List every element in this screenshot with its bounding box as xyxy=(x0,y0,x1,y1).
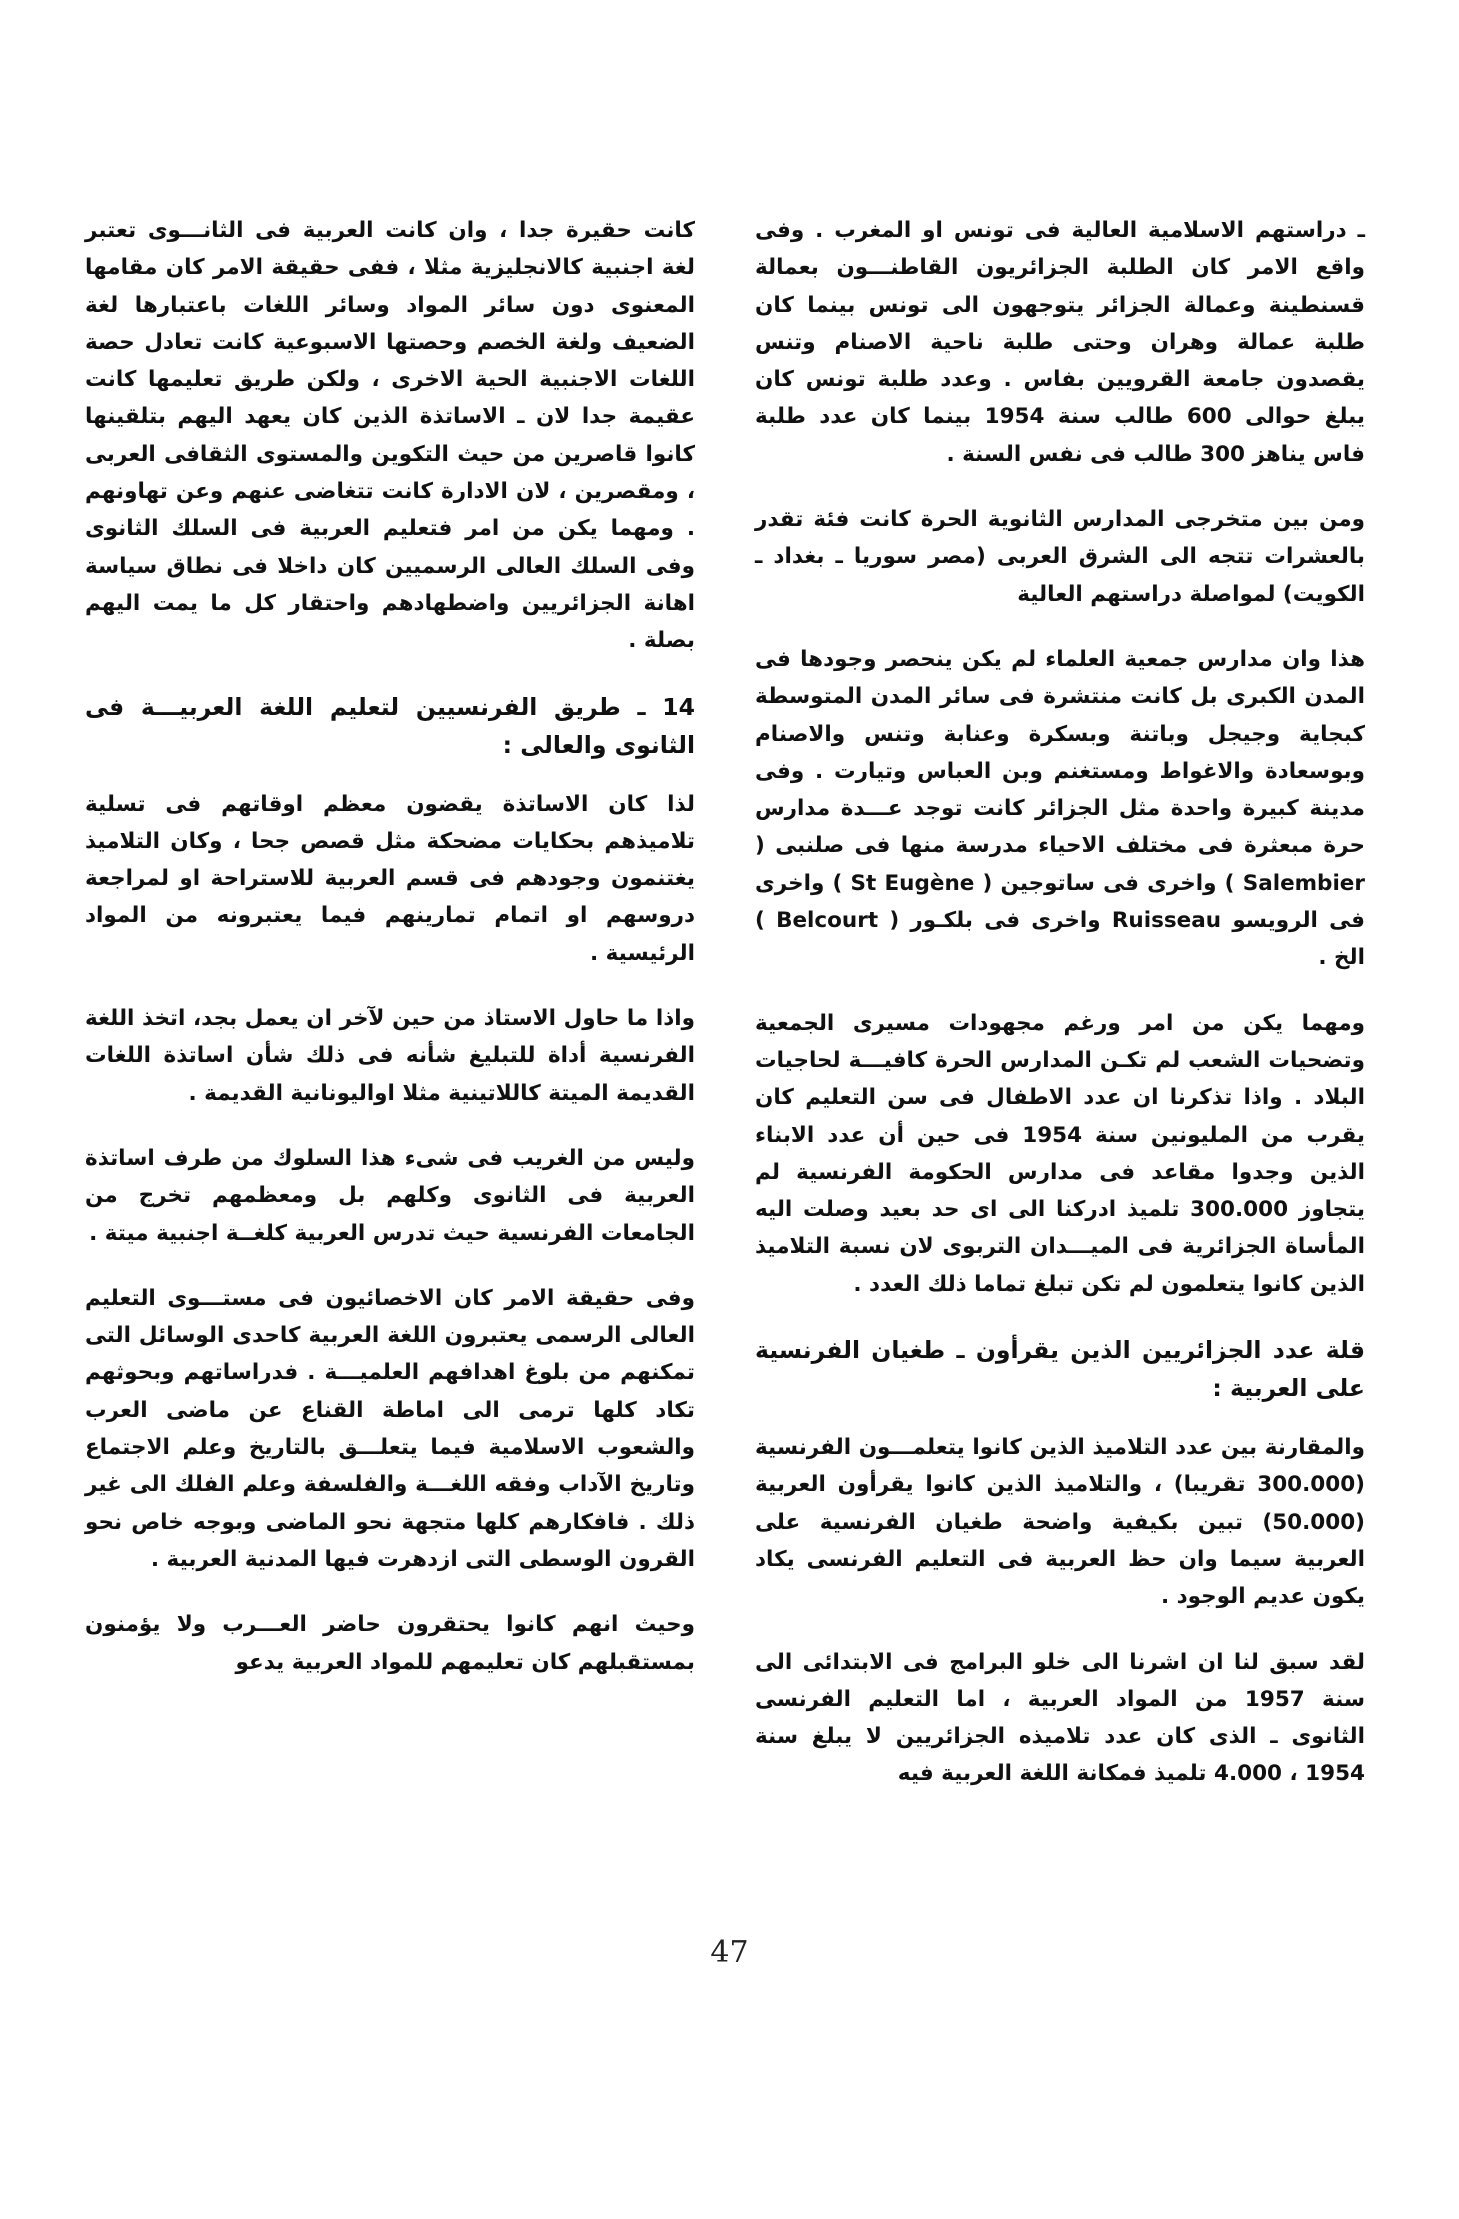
section-heading: 14 ـ طريق الفرنسيين لتعليم اللغة العربيـــة فى الثانوى والعالى : xyxy=(85,692,695,759)
right-column xyxy=(755,212,1365,1815)
paragraph: وليس من الغريب فى شىء هذا السلوك من طرف اساتذة العربية فى الثانوى وكلهم بل ومعظمهم تخرج من الجامعات الفرنسية حيث تدرس العربية كلغــة اجنبية ميتة . xyxy=(85,1145,695,1246)
paragraph: وفى حقيقة الامر كان الاخصائيون فى مستـــوى التعليم العالى الرسمى يعتبرون اللغة العربية كاحدى الوسائل التى تمكنهم من بلوغ اهدافهم العلميـــة . فدراساتهم وبحوثهم تكاد كلها ترمى الى اماطة القناع عن ماضى العرب والشعوب الاسلامية فيما يتعلـــق بالتاريخ وعلم الاجتماع وتاريخ الآداب وفقه اللغـــة والفلسفة وعلم الفلك الى غير ذلك . فافكارهم كلها متجهة نحو الماضى وبوجه خاص نحو القرون الوسطى التى ازدهرت فيها المدنية العربية . xyxy=(85,1285,695,1572)
paragraph: واذا ما حاول الاستاذ من حين لآخر ان يعمل بجد، اتخذ اللغة الفرنسية أداة للتبليغ شأنه فى ذلك شأن اساتذة اللغات القديمة الميتة كاللاتينية مثلا اواليونانية القديمة . xyxy=(85,1006,695,1106)
paragraph: ومن بين متخرجى المدارس الثانوية الحرة كانت فئة تقدر بالعشرات تتجه الى الشرق العربى (مصر سوريا ـ بغداد ـ الكويت) لمواصلة دراستهم العالية xyxy=(755,507,1365,607)
paragraph: ومهما يكن من امر ورغم مجهودات مسيرى الجمعية وتضحيات الشعب لم تكـن المدارس الحرة كافيـــة لحاجيات البلاد . واذا تذكرنا ان عدد الاطفال فى سن التعليم كان يقرب من المليونين سنة 1954 فى حين أن عدد الابناء الذين وجدوا مقاعد فى مدارس الحكومة الفرنسية لم يتجاوز 300.000 تلميذ ادركنا الى اى حد بعيد وصلت اليه المأساة الجزائرية فى الميـــدان التربوى لان نسبة التلاميذ الذين كانوا يتعلمون لم تكن تبلغ تماما ذلك العدد . xyxy=(755,1010,1366,1297)
paragraph: ـ دراستهم الاسلامية العالية فى تونس او المغرب . وفى واقع الامر كان الطلبة الجزائريون القاطنـــون بعمالة قسنطينة وعمالة الجزائر يتوجهون الى تونس بينما كان طلبة عمالة وهران وحتى طلبة ناحية الاصنام وتنس يقصدون جامعة القرويين بفاس . وعدد طلبة تونس كان يبلغ حوالى 600 طالب سنة 1954 بينما كان عدد طلبة فاس يناهز 300 طالب فى نفس السنة . xyxy=(755,218,1365,467)
left-column xyxy=(85,212,695,1703)
paragraph: لذا كان الاساتذة يقضون معظم اوقاتهم فى تسلية تلاميذهم بحكايات مضحكة مثل قصص جحا ، وكان التلاميذ يغتنمون وجودهم فى قسم العربية للاستراحة او لمراجعة دروسهم او اتمام تمارينهم فيما يعتبرونه من المواد الرئيسية . xyxy=(85,791,695,966)
paragraph: وحيث انهم كانوا يحتقرون حاضر العـــرب ولا يؤمنون بمستقبلهم كان تعليمهم للمواد العربية يدعو xyxy=(85,1612,695,1675)
paragraph: لقد سبق لنا ان اشرنا الى خلو البرامج فى الابتدائى الى سنة 1957 من المواد العربية ، اما التعليم الفرنسى الثانوى ـ الذى كان عدد تلاميذه الجزائريين لا يبلغ سنة 1954 ، 4.000 تلميذ فمكانة اللغة العربية فيه xyxy=(755,1649,1365,1787)
paragraph: والمقارنة بين عدد التلاميذ الذين كانوا يتعلمـــون الفرنسية (300.000 تقريبا) ، والتلاميذ الذين كانوا يقرأون العربية (50.000) تبين بكيفية واضحة طغيان الفرنسية على العربية سيما وان حظ العربية فى التعليم الفرنسى يكاد يكون عديم الوجود . xyxy=(755,1435,1365,1610)
section-heading: قلة عدد الجزائريين الذين يقرأون ـ طغيان الفرنسية على العربية : xyxy=(755,1336,1365,1403)
page-number: 47 xyxy=(710,1935,749,1970)
paragraph: كانت حقيرة جدا ، وان كانت العربية فى الثانـــوى تعتبر لغة اجنبية كالانجليزية مثلا ، ففى حقيقة الامر كان مقامها المعنوى دون سائر المواد وسائر اللغات باعتبارها لغة الضعيف ولغة الخصم وحصتها الاسبوعية كانت تعادل حصة اللغات الاجنبية الحية الاخرى ، ولكن طريق تعليمها كانت عقيمة جدا لان ـ الاساتذة الذين كان يعهد اليهم بتلقينها كانوا قاصرين من حيث التكوين والمستوى الثقافى العربى ، ومقصرين ، لان الادارة كانت تتغاضى عنهم وعن تهاونهم . ومهما يكن من امر فتعليم العربية فى السلك الثانوى وفى السلك العالى الرسميين كان داخلا فى نطاق سياسة اهانة الجزائريين واضطهادهم واحتقار كل ما يمت اليهم بصلة . xyxy=(85,218,695,654)
paragraph: هذا وان مدارس جمعية العلماء لم يكن ينحصر وجودها فى المدن الكبرى بل كانت منتشرة فى سائر المدن المتوسطة كبجاية وجيجل وباتنة وبسكرة وعنابة وتنس والاصنام وبوسعادة والاغواط ومستغنم وبن العباس وتيارت . وفى مدينة كبيرة واحدة مثل الجزائر كانت توجد عـــدة مدارس حرة مبعثرة فى مختلف الاحياء مدرسة منها فى صلنبى ( Salembier ) واخرى فى ساتوجين ( St Eugène ) واخرى فى الرويسو Ruisseau واخرى فى بلكـور ( Belcourt ) الخ . xyxy=(755,646,1365,971)
